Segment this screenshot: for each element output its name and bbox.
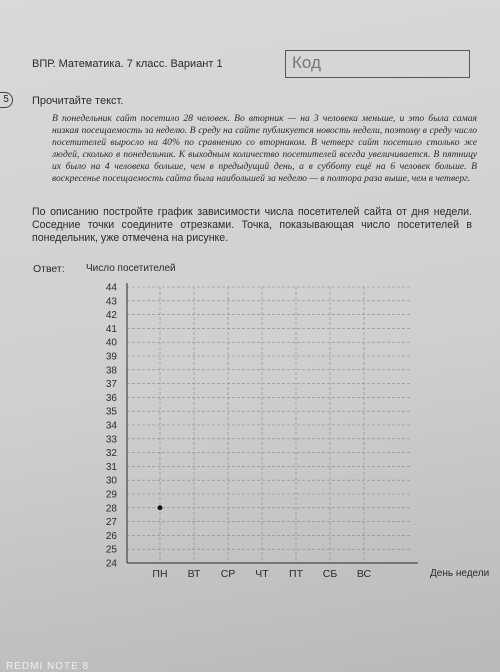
y-tick-label: 27 [105,517,117,529]
y-tick-label: 30 [105,475,117,487]
data-point-mon [158,505,163,510]
page-header: ВПР. Математика. 7 класс. Вариант 1 [32,58,223,70]
x-tick-label: ВТ [187,568,201,580]
y-tick-label: 43 [105,296,117,308]
y-tick-label: 40 [105,337,117,349]
y-tick-label: 33 [105,434,117,446]
y-tick-label: 44 [105,282,117,294]
task-number: 5 [0,92,13,108]
y-tick-label: 32 [105,448,117,460]
y-tick-label: 29 [105,489,117,501]
code-label: Код [292,53,321,72]
y-tick-label: 34 [105,420,117,432]
x-tick-label: ПН [152,568,168,580]
y-tick-label: 28 [105,503,117,515]
y-tick-label: 42 [105,310,117,322]
y-tick-label: 38 [105,365,117,377]
y-tick-label: 36 [105,392,117,404]
x-tick-label: СР [220,568,236,580]
x-tick-label: ЧТ [255,568,269,580]
x-axis-label: День недели [430,568,490,579]
camera-watermark: REDMI NOTE 8 [6,661,90,672]
y-tick-label: 26 [105,530,117,542]
task-text: По описанию постройте график зависимости числа посетителей сайта от дня недели. Соседние точки соедините отрезками. Точка, показывающая число посетителей в понедельник, уже отмечена на рисунке. [32,206,472,244]
y-tick-label: 41 [105,323,117,335]
task-story: В понедельник сайт посетило 28 человек. Во вторник — на 3 человека меньше, и это была самая низкая посещаемость за неделю. В среду на сайте публикуется новость недели, поэтому в среду число посетителей выросло на 40% по сравнению со вторником. В четверг сайт посетило столько же людей, сколько в понедельник. К выходным количество посетителей всегда увеличивается. В пятницу их было на 4 человека больше, чем в предыдущий день, а в субботу ещё на 6 человек больше. В воскресенье посещаемость сайта была наибольшей за неделю — в полтора раза выше, чем в четверг. [52,113,477,184]
task-instruction: Прочитайте текст. [32,95,124,107]
y-axis-label: Число посетителей [86,263,176,274]
y-tick-label: 37 [105,379,117,391]
answer-label: Ответ: [33,263,65,275]
x-tick-label: ВС [356,568,372,580]
y-tick-label: 24 [105,558,117,570]
x-tick-label: ПТ [289,568,303,580]
y-tick-label: 39 [105,351,117,363]
x-tick-label: СБ [322,568,338,580]
y-tick-label: 35 [105,406,117,418]
y-tick-label: 31 [105,461,117,473]
y-tick-label: 25 [105,544,117,556]
